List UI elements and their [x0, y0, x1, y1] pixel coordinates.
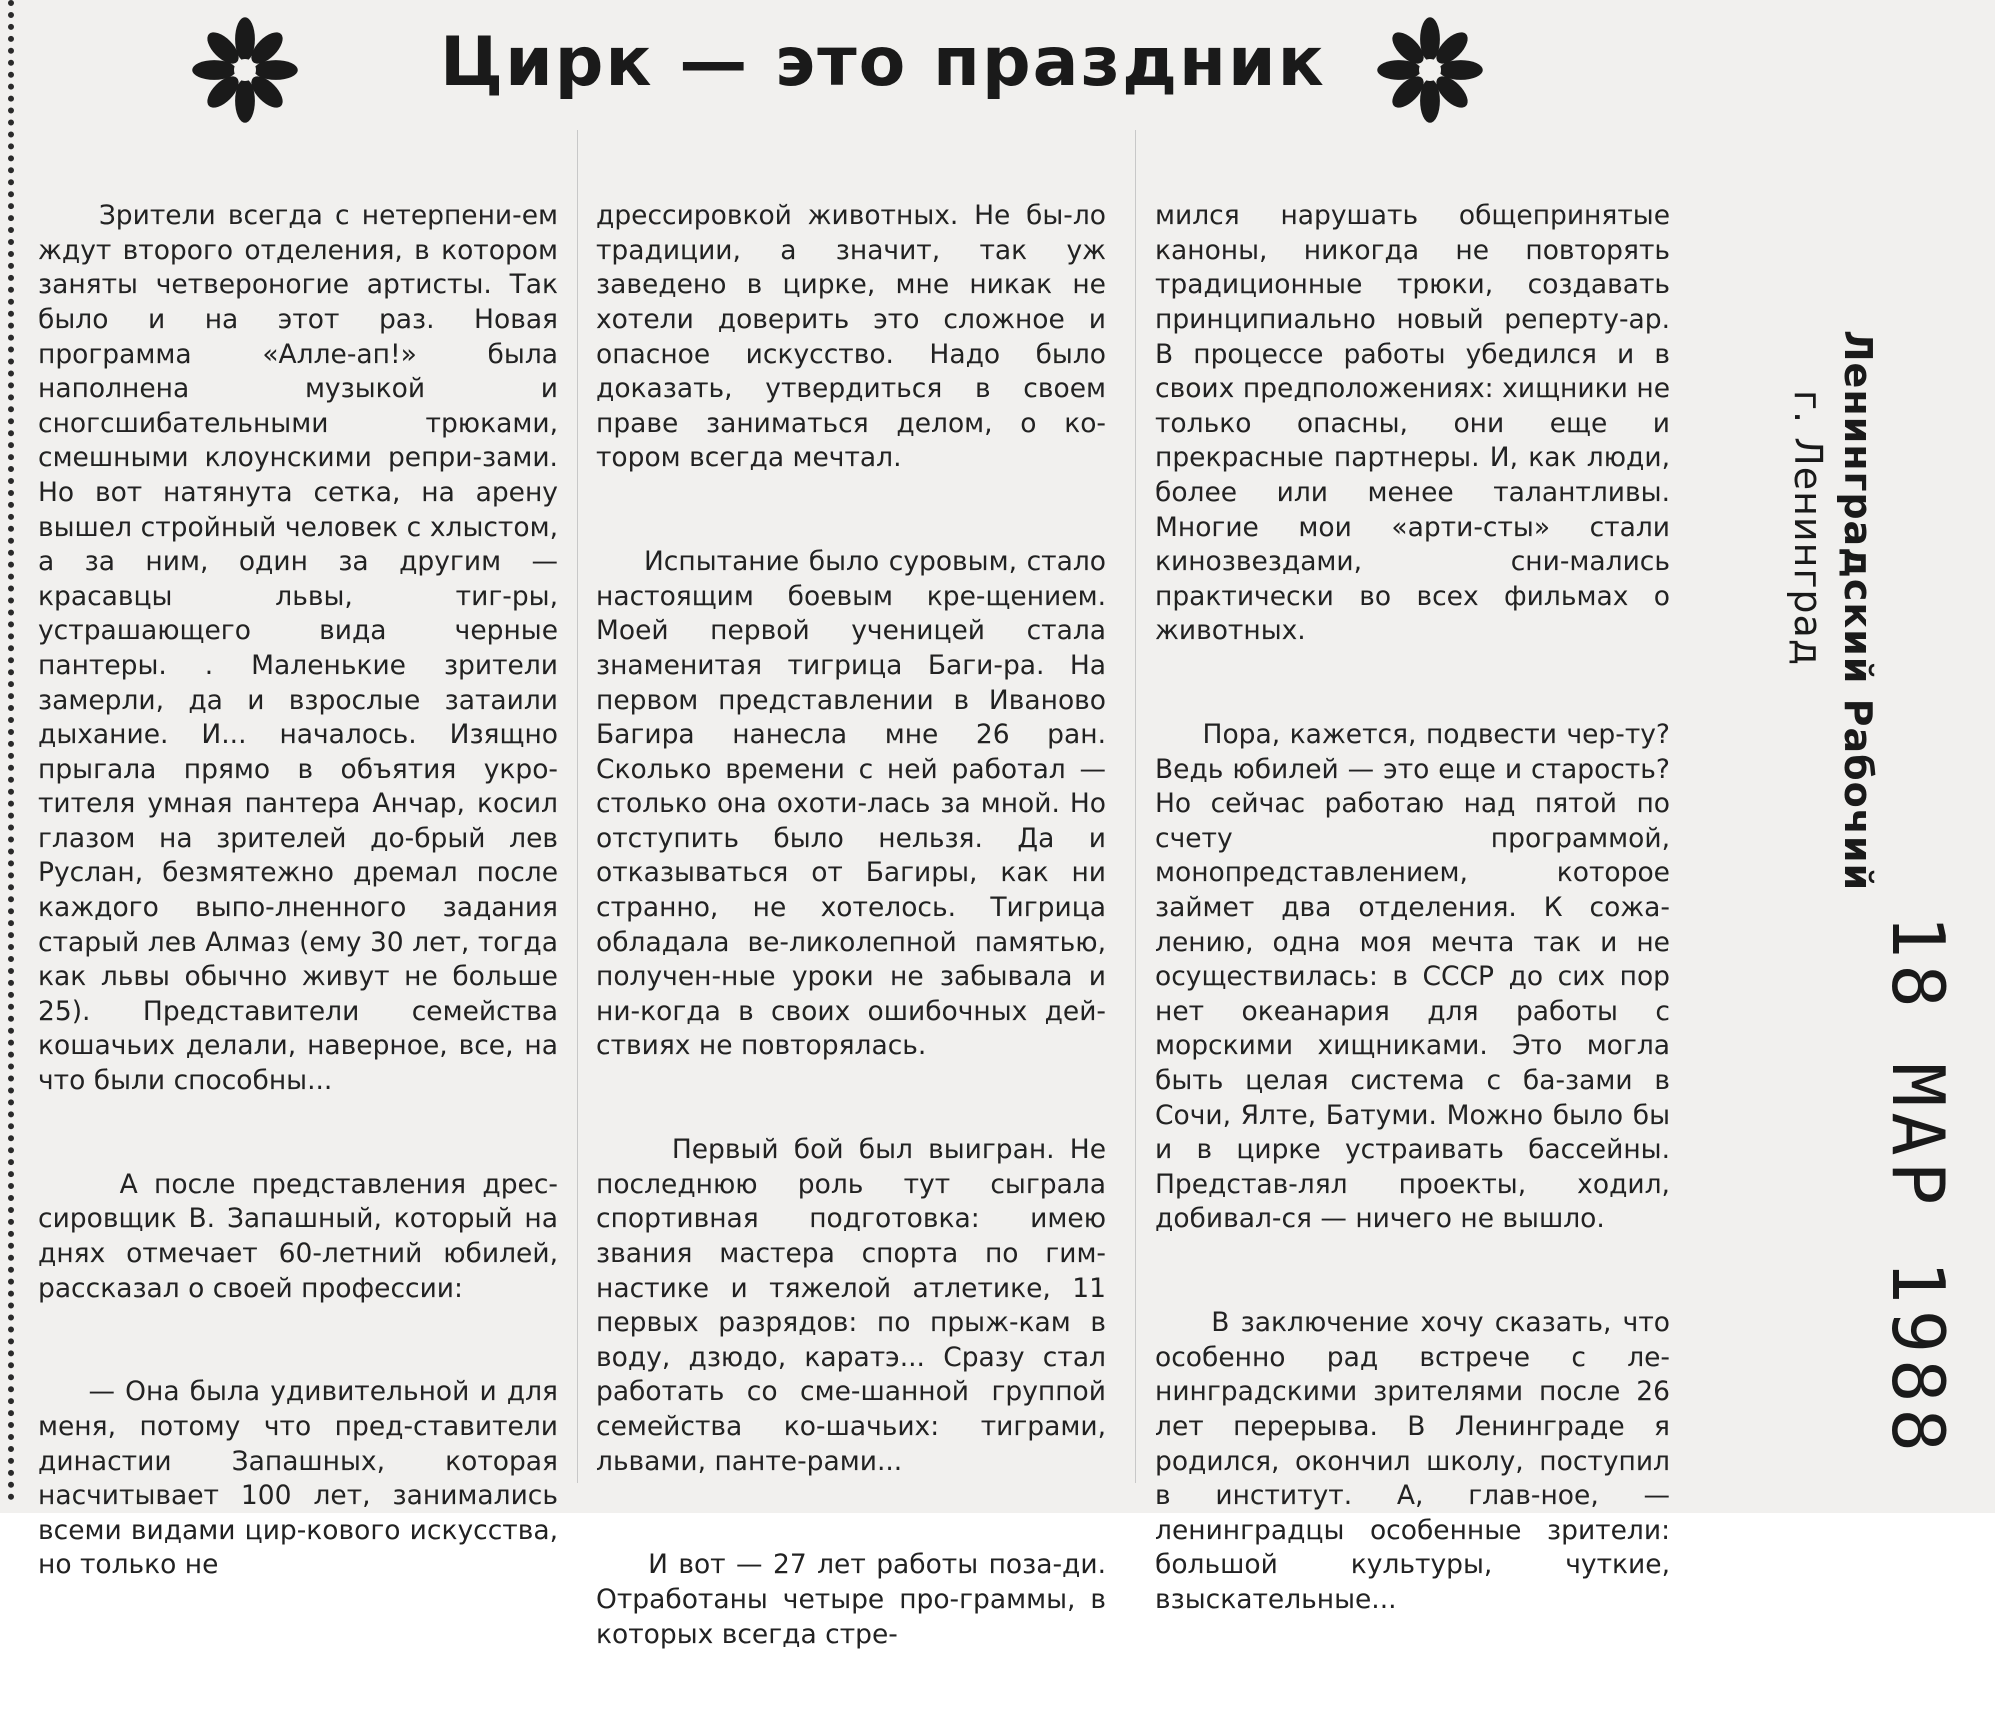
paragraph: Зрители всегда с нетерпени-ем ждут второго отделения, в котором заняты четвероногие артисты. Так было и на этот раз. Новая программа «Алле-ап!» была наполнена музыкой и сногсшибательными трюками, смешными клоунскими репри-зами. Но вот натянута сетка, на арену вышел стройный человек с хлыстом, а за ним, один за другим — красавцы львы, тиг-ры, устрашающего вида черные пантеры. . Маленькие зрители замерли, да и взрослые затаили дыхание. И... началось. Изящно прыгала прямо в объятия укро-тителя умная пантера Анчар, косил глазом на зрителей до-брый лев Руслан, безмятежно дремал после каждого выпо-лненного задания старый лев Алмаз (ему 30 лет, тогда как львы обычно живут не больше 25). Представители семейства кошачьих делали, наверное, все, на что были способны... — [38, 200, 567, 1097]
newspaper-source-stamp — [1786, 330, 1880, 891]
newspaper-name: Ленинградский Рабочий — [1836, 330, 1880, 892]
paragraph: В заключение хочу сказать, что особенно рад встрече с ле-нинградскими зрителями после 26 лет перерыва. В Ленинграде я родился, окончил школу, поступил в институт. А, глав-ное, — ленинградцы особенные зрители: большой культуры, чуткие, взыскательные... — [1155, 1307, 1679, 1615]
perforated-edge — [8, 0, 24, 1501]
paragraph: И вот — 27 лет работы поза-ди. Отработаны четыре про-граммы, в которых всегда стре- — [596, 1549, 1115, 1650]
article-column-2 — [596, 130, 1115, 1721]
column-divider — [1135, 130, 1136, 1483]
article-column-3 — [1155, 130, 1679, 1687]
paragraph: Первый бой был выигран. Не последнюю роль тут сыграла спортивная подготовка: имею звания мастера спорта по гим-настике и тяжелой атлетике, 11 первых разрядов: по прыж-кам в воду, дзюдо, каратэ... Сразу стал работать со сме-шанной группой семейства ко-шачьих: тиграми, львами, панте-рами... — [596, 1134, 1115, 1477]
column-divider — [577, 130, 578, 1483]
paragraph: дрессировкой животных. Не бы-ло традиции, а значит, так уж заведено в цирке, мне никак не хотели доверить это сложное и опасное искусство. Надо было доказать, утвердиться в своем праве заниматься делом, о ко-тором всегда мечтал. — [596, 200, 1115, 474]
article-column-1 — [38, 130, 567, 1652]
headline-row — [190, 15, 1610, 125]
newspaper-city: г. Ленинград — [1786, 390, 1830, 667]
paragraph: Пора, кажется, подвести чер-ту? Ведь юбилей — это еще и старость? Но сейчас работаю над пятой по счету программой, монопредставлением, которое займет два отделения. К сожа-лению, одна моя мечта так и не осуществилась: в СССР до сих пор нет океанария для работы с морскими хищниками. Это могла быть целая система с ба-зами в Сочи, Ялте, Батуми. Можно было бы и в цирке устраивать бассейны. Представ-лял проекты, ходил, добивал-ся — ничего не вышло. — [1155, 719, 1679, 1235]
paragraph: мился нарушать общепринятые каноны, никогда не повторять традиционные трюки, создавать принципиально новый реперту-ар. В процессе работы убедился и в своих предположениях: хищники не только опасны, они еще и прекрасные партнеры. И, как люди, более или менее талантливы. Многие мои «арти-сты» стали кинозвездами, сни-мались практически во всех фильмах о животных. — [1155, 200, 1679, 647]
date-stamp: 18 МАР 1988 — [1876, 915, 1960, 1458]
page-title: Цирк — это праздник — [440, 23, 1326, 102]
paragraph: А после представления дрес-сировщик В. Запашный, который на днях отмечает 60-летний юбилей, рассказал о своей профессии: — [38, 1168, 567, 1304]
paragraph: — Она была удивительной и для меня, потому что пред-ставители династии Запашных, которая насчитывает 100 лет, занимались всеми видами цир-кового искусства, но только не — [38, 1376, 567, 1581]
paragraph: Испытание было суровым, стало настоящим боевым кре-щением. Моей первой ученицей стала знаменитая тигрица Баги-ра. На первом представлении в Иваново Багира нанесла мне 26 ран. Сколько времени с ней работал — столько она охоти-лась за мной. Но отступить было нельзя. Да и отказываться от Багиры, как ни странно, не хотелось. Тигрица обладала ве-ликолепной памятью, получен-ные уроки не забывала и ни-когда в своих ошибочных дей-ствиях не повторялась. — [596, 546, 1115, 1062]
asterisk-ornament-icon — [190, 15, 300, 125]
asterisk-ornament-icon — [1375, 15, 1485, 125]
